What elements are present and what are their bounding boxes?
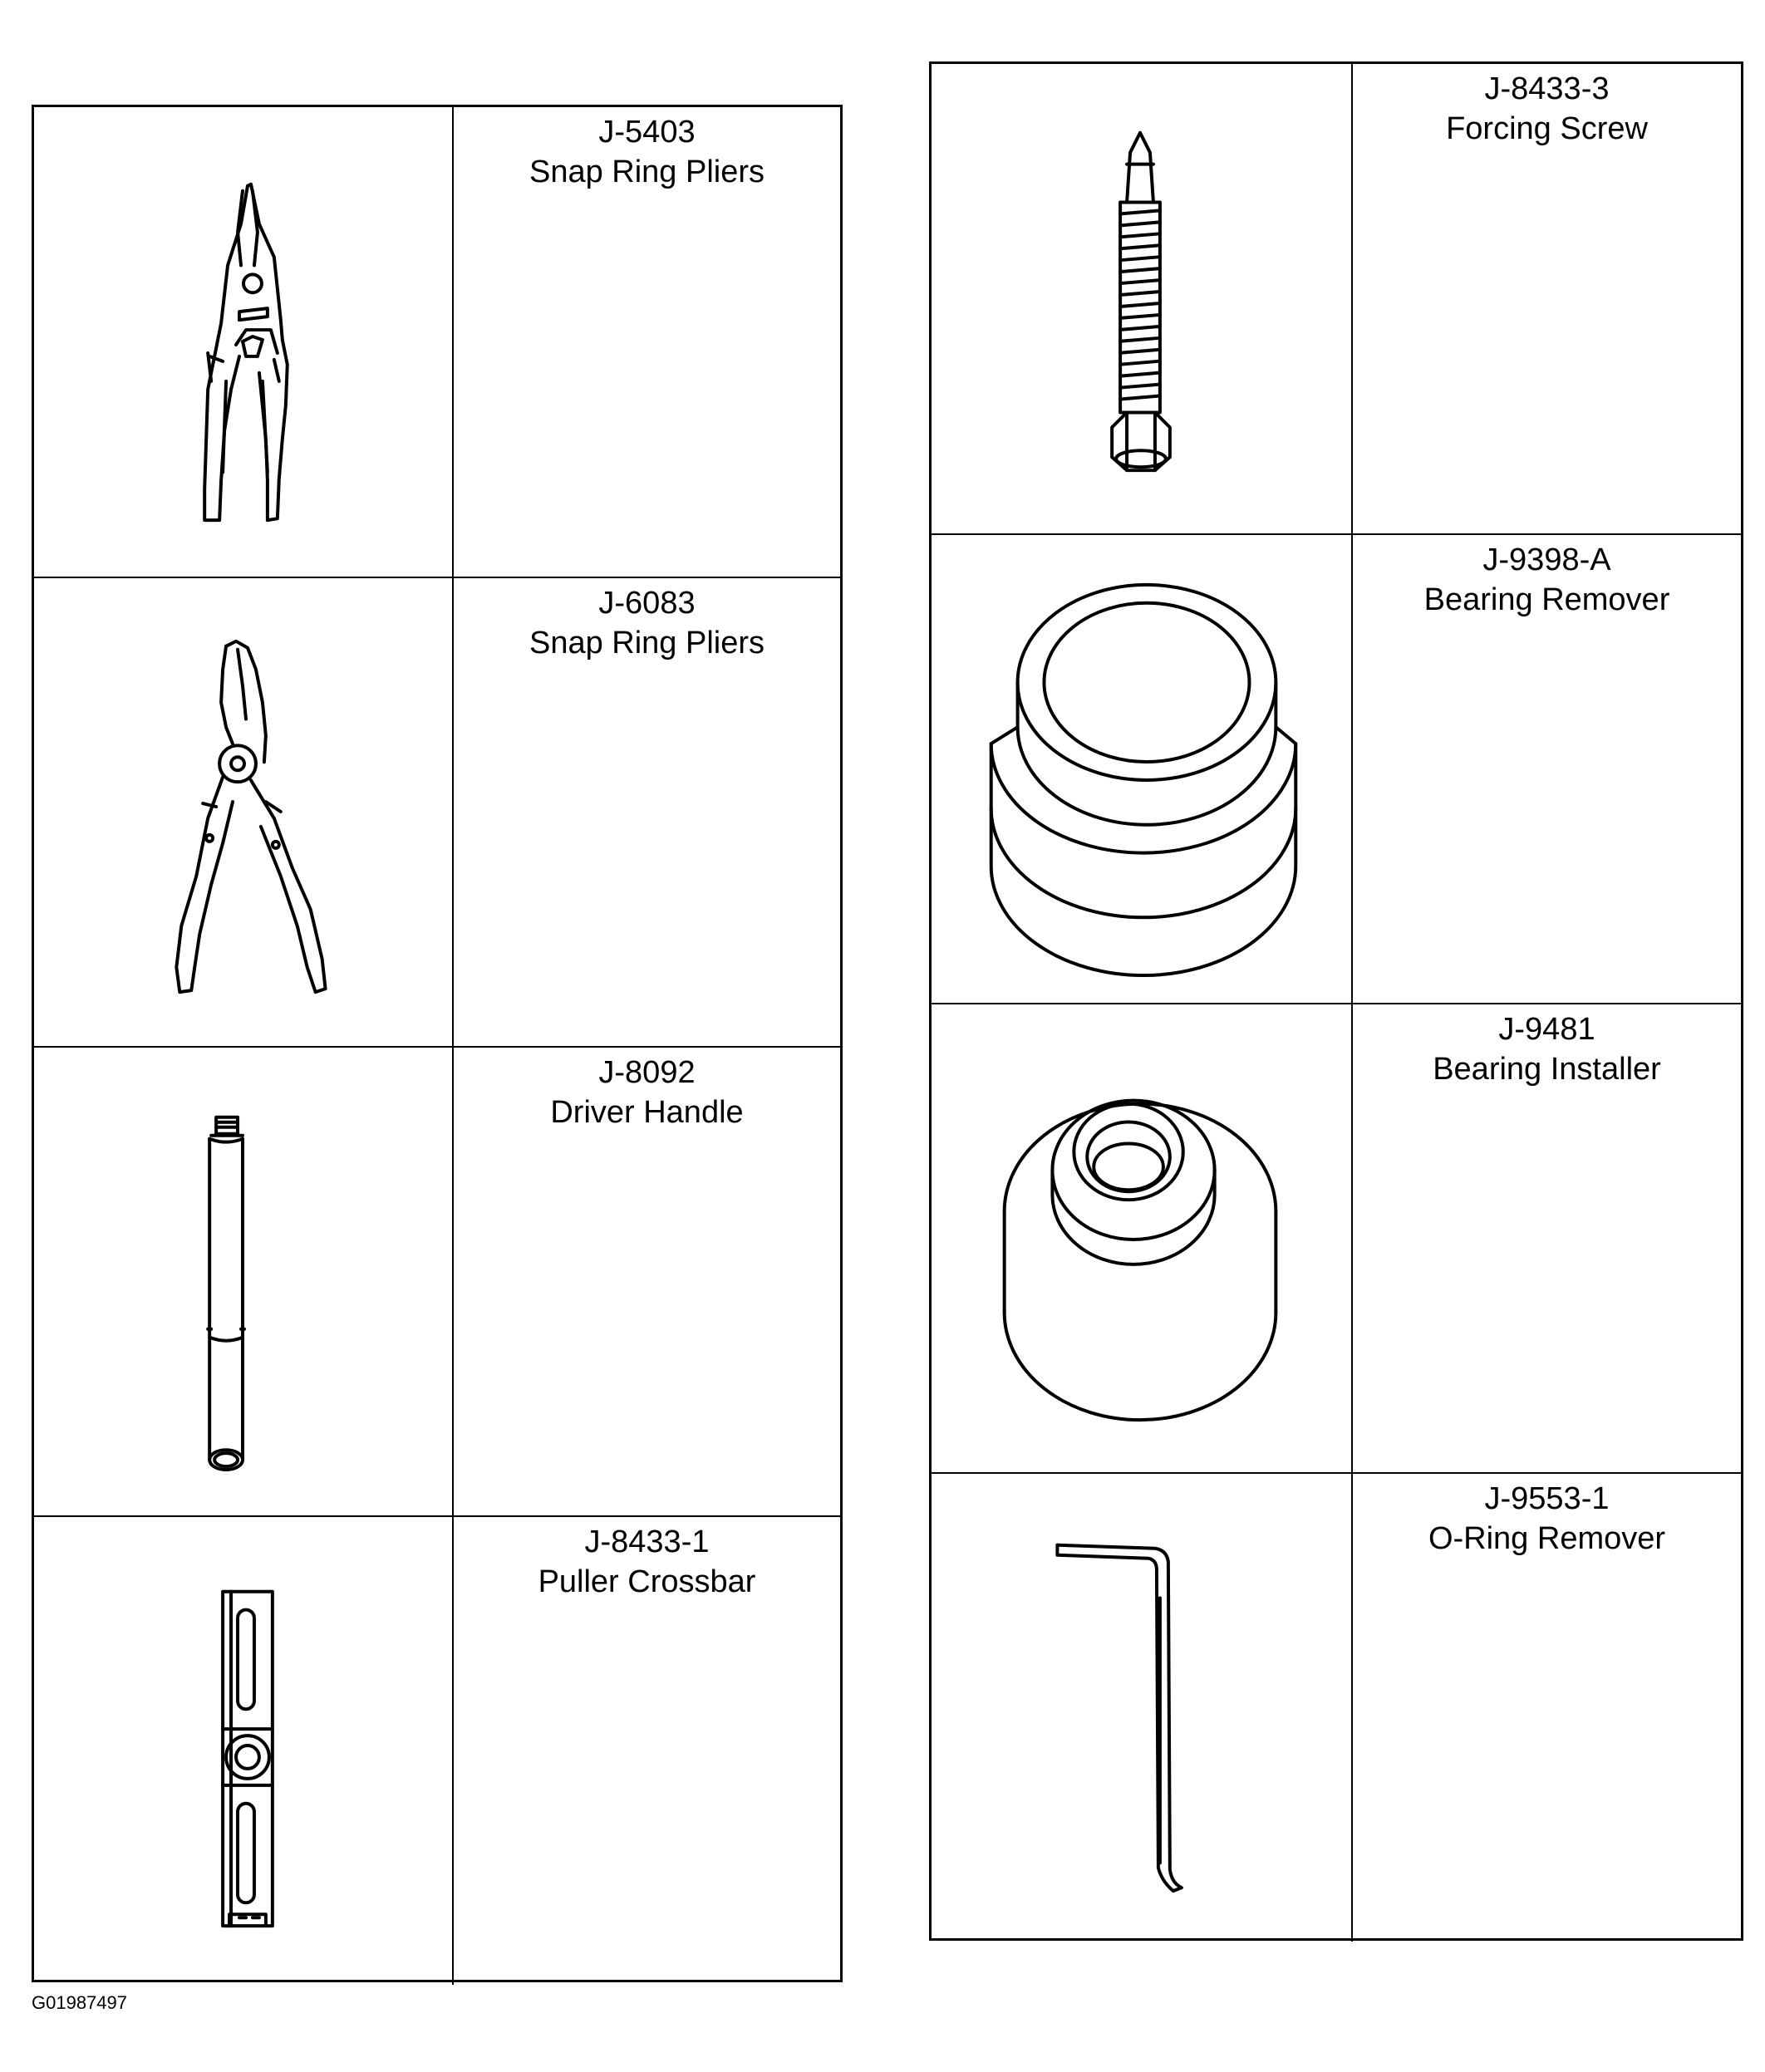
tool-name: Puller Crossbar	[538, 1564, 756, 1599]
tool-description-cell	[1353, 535, 1741, 1003]
tool-image-cell	[34, 107, 454, 577]
tool-description-cell	[454, 1048, 840, 1515]
tool-part-number: J-8433-3	[1484, 71, 1610, 106]
left-tool-table	[32, 105, 843, 1982]
tool-name: O-Ring Remover	[1428, 1521, 1666, 1556]
tool-row	[932, 64, 1741, 533]
tool-description-cell	[1353, 64, 1741, 533]
tool-part-number: J-9398-A	[1482, 543, 1611, 577]
tool-image-cell	[932, 1004, 1353, 1472]
tool-name: Snap Ring Pliers	[529, 626, 765, 660]
tool-part-number: J-8092	[598, 1055, 696, 1090]
tool-row	[932, 1003, 1741, 1472]
tool-part-number: J-5403	[598, 115, 696, 150]
tool-part-number: J-9553-1	[1484, 1481, 1610, 1516]
tool-image-cell	[34, 578, 454, 1046]
tool-row	[34, 1046, 840, 1515]
tool-description-cell	[1353, 1474, 1741, 1942]
bearing-remover-icon	[932, 535, 1351, 1003]
tool-name: Driver Handle	[550, 1095, 744, 1130]
puller-crossbar-icon	[34, 1517, 452, 1985]
tool-description-cell	[454, 1517, 840, 1985]
tool-image-cell	[34, 1517, 454, 1985]
figure-id: G01987497	[32, 1992, 127, 2013]
tool-row	[34, 1515, 840, 1985]
tool-image-cell	[932, 535, 1353, 1003]
tool-name: Bearing Remover	[1423, 582, 1670, 617]
driver-handle-icon	[34, 1048, 452, 1515]
tool-description-cell	[1353, 1004, 1741, 1472]
tool-row	[932, 1472, 1741, 1942]
tool-name: Bearing Installer	[1433, 1052, 1661, 1087]
tool-row	[34, 107, 840, 577]
tool-row	[932, 533, 1741, 1003]
tool-description-cell	[454, 578, 840, 1046]
tool-row	[34, 577, 840, 1046]
tool-image-cell	[932, 1474, 1353, 1942]
tool-name: Snap Ring Pliers	[529, 155, 765, 189]
bearing-installer-icon	[932, 1004, 1351, 1472]
tool-image-cell	[34, 1048, 454, 1515]
right-tool-table	[929, 61, 1743, 1941]
snap-ring-pliers-straight-icon	[34, 107, 452, 577]
tool-part-number: J-9481	[1498, 1012, 1595, 1047]
o-ring-remover-icon	[932, 1474, 1351, 1942]
snap-ring-pliers-bent-icon	[34, 578, 452, 1046]
tool-part-number: J-8433-1	[584, 1525, 710, 1559]
forcing-screw-icon	[932, 64, 1351, 533]
tool-image-cell	[932, 64, 1353, 533]
tool-description-cell	[454, 107, 840, 577]
tool-part-number: J-6083	[598, 586, 696, 621]
tool-name: Forcing Screw	[1446, 111, 1648, 146]
